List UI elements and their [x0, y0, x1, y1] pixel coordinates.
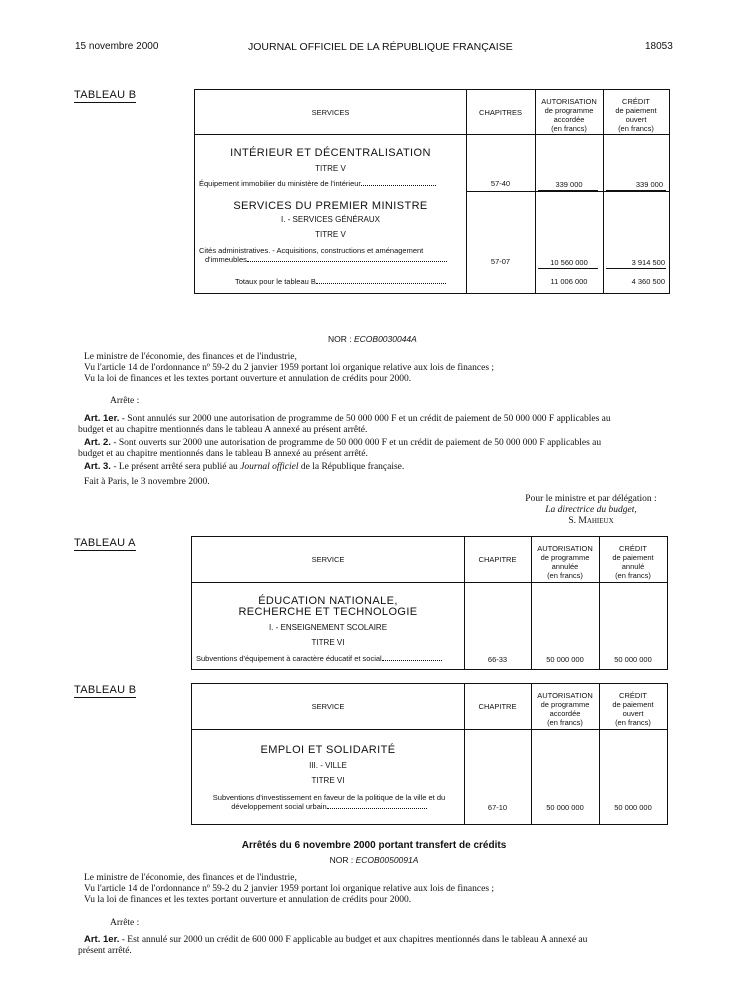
titre-label: TITRE V	[315, 230, 346, 239]
section-title: SERVICES DU PREMIER MINISTRE	[233, 200, 428, 212]
col-credit: CRÉDIT de paiement ouvert (en francs)	[615, 97, 657, 133]
article-2: Art. 2. - Sont ouverts sur 2000 une autorisation de programme de 50 000 000 F et un crédit de paiement de 50 000 000 F applicables au budget et au chapitre mentionnés dans le tableau B annexé au présent arrêté.	[78, 437, 602, 459]
totals-label: Totaux pour le tableau B	[235, 277, 446, 286]
chapitre-value: 67-10	[487, 803, 508, 812]
visa-paragraph: Le ministre de l'économie, des finances et de l'industrie, Vu l'article 14 de l'ordonnance nº 59-2 du 2 janvier 1959 portant loi organique relative aux lois de finances ; Vu la loi de finances et les textes portant ouverture et annulation de crédits pour 2000.	[84, 352, 495, 384]
section-title: EMPLOI ET SOLIDARITÉ	[260, 744, 396, 756]
fait-a-paris: Fait à Paris, le 3 novembre 2000.	[84, 477, 210, 487]
section-subtitle: I. - ENSEIGNEMENT SCOLAIRE	[268, 623, 388, 632]
arrete-label: Arrête :	[110, 396, 140, 406]
ap-value: 10 560 000	[550, 258, 588, 267]
col-services: SERVICES	[311, 108, 350, 117]
nor-reference: NOR : ECOB0030044A	[328, 334, 417, 344]
section-title: INTÉRIEUR ET DÉCENTRALISATION	[230, 147, 431, 159]
titre-label: TITRE VI	[311, 776, 345, 785]
nor-reference: NOR : ECOB0050091A	[329, 855, 419, 865]
cp-value: 3 914 500	[631, 258, 665, 267]
table-label: TABLEAU A	[74, 537, 136, 549]
col-credit: CRÉDIT de paiement ouvert (en francs)	[612, 691, 654, 727]
header-date: 15 novembre 2000	[75, 41, 159, 52]
visa-paragraph: Le ministre de l'économie, des finances et de l'industrie, Vu l'article 14 de l'ordonnance nº 59-2 du 2 janvier 1959 portant loi organique relative aux lois de finances ; Vu la loi de finances et les textes portant ouverture et annulation de crédits pour 2000.	[84, 873, 495, 905]
col-service: SERVICE	[311, 702, 345, 711]
section-heading: Arrêtés du 6 novembre 2000 portant transfert de crédits	[241, 840, 507, 851]
signature-block: Pour le ministre et par délégation : La directrice du budget, S. Mahieux	[525, 494, 657, 526]
col-credit: CRÉDIT de paiement annulé (en francs)	[612, 544, 654, 580]
table-row-label: Équipement immobilier du ministère de l'intérieur	[199, 179, 436, 188]
arrete-label: Arrête :	[110, 918, 140, 928]
table-label: TABLEAU B	[74, 89, 137, 101]
article-3: Art. 3. - Le présent arrêté sera publié au Journal officiel de la République française.	[84, 461, 405, 472]
ap-value: 50 000 000	[546, 655, 584, 664]
cp-value: 50 000 000	[614, 655, 652, 664]
ap-value: 339 000	[555, 180, 583, 189]
col-autorisation: AUTORISATION de programme accordée (en francs)	[541, 97, 597, 133]
table-label: TABLEAU B	[74, 684, 137, 696]
col-chapitre: CHAPITRE	[478, 555, 517, 564]
chapitre-value: 66-33	[487, 655, 508, 664]
section-title: ÉDUCATION NATIONALE, RECHERCHE ET TECHNOLOGIE	[238, 595, 418, 618]
col-autorisation: AUTORISATION de programme annulée (en francs)	[537, 544, 593, 580]
total-ap: 11 006 000	[550, 277, 588, 286]
journal-title: JOURNAL OFFICIEL DE LA RÉPUBLIQUE FRANÇAISE	[248, 41, 513, 53]
page-number: 18053	[645, 41, 673, 52]
ap-value: 50 000 000	[546, 803, 584, 812]
col-chapitre: CHAPITRE	[478, 702, 517, 711]
section-subtitle: III. - VILLE	[309, 761, 347, 770]
titre-label: TITRE V	[315, 164, 346, 173]
section-subtitle: I. - SERVICES GÉNÉRAUX	[281, 215, 380, 224]
titre-label: TITRE VI	[311, 638, 345, 647]
table-a	[191, 536, 668, 670]
col-autorisation: AUTORISATION de programme accordée (en francs)	[537, 691, 593, 727]
cp-value: 339 000	[635, 180, 663, 189]
chapitre-value: 57-40	[490, 179, 511, 188]
table-b-1	[194, 89, 670, 294]
table-row-label: Subventions d'équipement à caractère éducatif et social	[196, 654, 442, 663]
article-1-transfer: Art. 1er. - Est annulé sur 2000 un crédit de 600 000 F applicable au budget et aux chapitres mentionnés dans le tableau A annexé au présent arrêté.	[78, 934, 588, 956]
table-row-label: Subventions d'investissement en faveur de la politique de la ville et du développement social urbain	[212, 793, 446, 811]
col-service: SERVICE	[311, 555, 345, 564]
chapitre-value: 57-07	[490, 257, 511, 266]
cp-value: 50 000 000	[614, 803, 652, 812]
article-1: Art. 1er. - Sont annulés sur 2000 une autorisation de programme de 50 000 000 F et un crédit de paiement de 50 000 000 F applicables au budget et au chapitre mentionnés dans le tableau A annexé au présent arrêté.	[78, 413, 611, 435]
table-row-label: Cités administratives. - Acquisitions, constructions et aménagement d'immeubles	[199, 246, 447, 264]
col-chapitres: CHAPITRES	[479, 108, 522, 117]
total-cp: 4 360 500	[631, 277, 665, 286]
table-b-2	[191, 683, 668, 825]
